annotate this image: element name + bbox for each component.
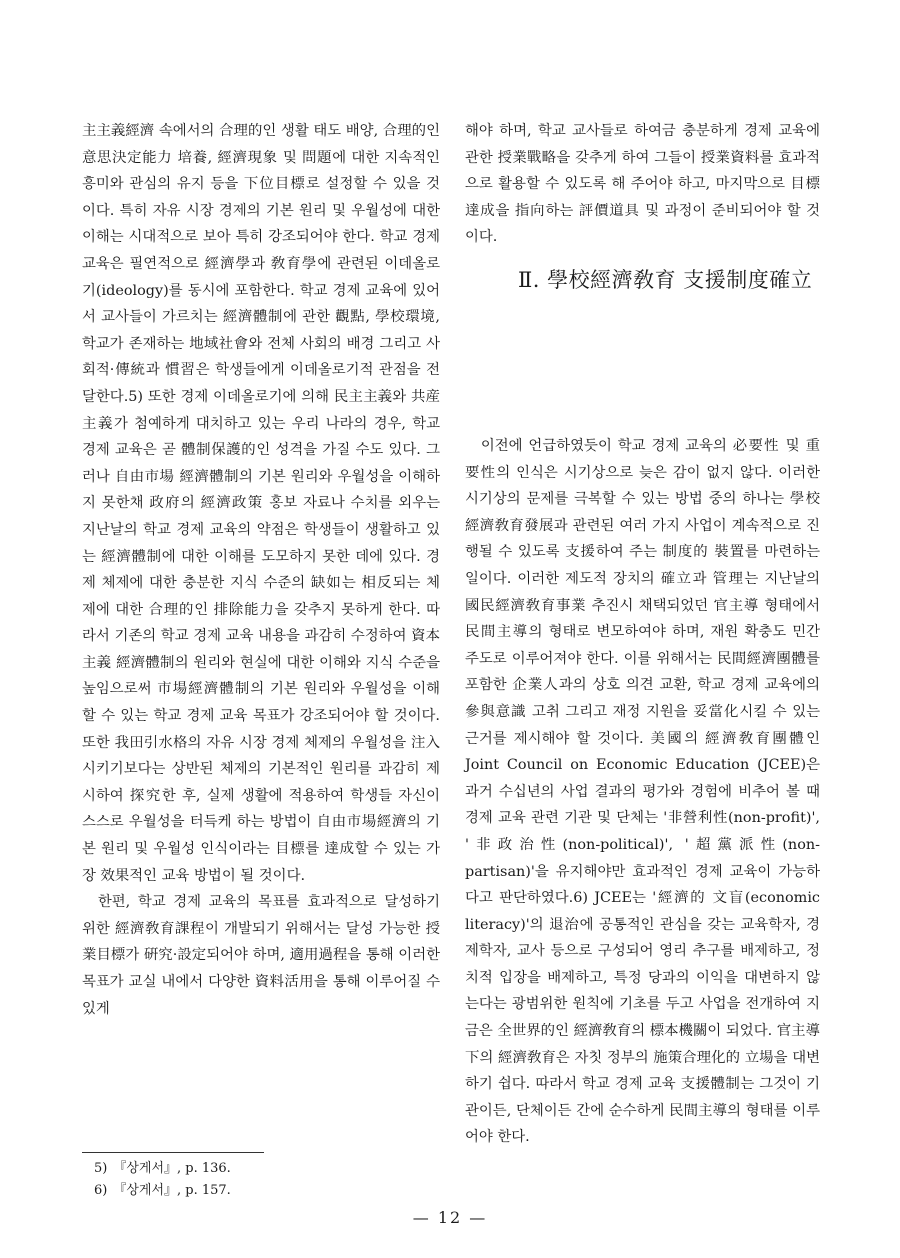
- footnote-mark: 5): [94, 1161, 108, 1176]
- footnote: [94, 1180, 231, 1202]
- footnote-mark: 6): [94, 1183, 108, 1198]
- page-number: — 12 —: [412, 1208, 488, 1227]
- footnote-text: 『상게서』, p. 136.: [113, 1161, 231, 1176]
- section-heading: Ⅱ. 學校經濟敎育 支援制度確立: [518, 268, 813, 292]
- body-paragraph: 主主義經濟 속에서의 合理的인 생활 태도 배양, 合理的인 意思決定能力 培養, 經濟現象 및 問題에 대한 지속적인 흥미와 관심의 유지 등을 下位目標로 설정할 수 있을 것이다. 특히 자유 시장 경제의 기본 원리 및 우월성에 대한 이해는 시대적으로 보아 특히 강조되어야 한다. 학교 경제 교육은 필연적으로 經濟學과 敎育學에 관련된 이데올로기(ideology)를 동시에 포함한다. 학교 경제 교육에 있어서 교사들이 가르치는 經濟體制에 관한 觀點, 學校環境, 학교가 존재하는 地域社會와 전체 사회의 배경 그리고 사회적·傳統과 慣習은 학생들에게 이데올로기적 관점을 전달한다.5) 또한 경제 이데올로기에 의해 民主主義와 共産主義가 첨예하게 대치하고 있는 우리 나라의 경우, 학교 경제 교육은 곧 體制保護的인 성격을 가질 수도 있다. 그러나 自由市場 經濟體制의 기본 원리와 우월성을 이해하지 못한채 政府의 經濟政策 홍보 자료나 수치를 외우는 지난날의 학교 경제 교육의 약점은 학생들이 생활하고 있는 經濟體制에 대한 이해를 도모하지 못한 데에 있다. 경제 체제에 대한 충분한 지식 수준의 缺如는 相反되는 체제에 대한 合理的인 排除能力을 갖추지 못하게 한다. 따라서 기존의 학교 경제 교육 내용을 과감히 수정하여 資本主義 經濟體制의 원리와 현실에 대한 이해와 지식 수준을 높임으로써 市場經濟體制의 기본 원리와 우월성을 이해할 수 있는 학교 경제 교육 목표가 강조되어야 할 것이다. 또한 我田引水格의 자유 시장 경제 체제의 우월성을 注入시키기보다는 상반된 체제의 기본적인 원리를 과감히 제시하여 探究한 후, 실제 생활에 적용하여 학생들 자신이 스스로 우월성을 터득케 하는 방법이 自由市場經濟의 기본 원리 및 우월성 인식이라는 目標를 達成할 수 있는 가장 效果적인 교육 방법이 될 것이다.: [82, 123, 440, 884]
- footnote-text: 『상게서』, p. 157.: [113, 1183, 231, 1198]
- body-paragraph: 한편, 학교 경제 교육의 목표를 효과적으로 달성하기 위한 經濟敎育課程이 개발되기 위해서는 달성 가능한 授業目標가 硏究·設定되어야 하며, 適用過程을 통해 이러한 목표가 교실 내에서 다양한 資料活用을 통해 이루어질 수 있게: [82, 894, 440, 1017]
- footnotes: [94, 1158, 231, 1202]
- footnote: [94, 1158, 231, 1180]
- footnote-divider: [82, 1152, 264, 1153]
- body-paragraph: 이전에 언급하였듯이 학교 경제 교육의 必要性 및 重要性의 인식은 시기상으로 늦은 감이 없지 않다. 이러한 시기상의 문제를 극복할 수 있는 방법 중의 하나는 學校經濟敎育發展과 관련된 여러 가지 사업이 계속적으로 진행될 수 있도록 支援하여 주는 制度的 裝置를 마련하는 일이다. 이러한 제도적 장치의 確立과 管理는 지난날의 國民經濟敎育事業 추진시 채택되었던 官主導 형태에서 民間主導의 형태로 변모하여야 하며, 재원 확충도 민간 주도로 이루어져야 한다. 이를 위해서는 民間經濟團體를 포함한 企業人과의 상호 의견 교환, 학교 경제 교육에의 參與意識 고취 그리고 재정 지원을 妥當化시킬 수 있는 근거를 제시해야 할 것이다. 美國의 經濟敎育團體인 Joint Council on Economic Education (JCEE)은 과거 수십년의 사업 결과의 평가와 경험에 비추어 볼 때 경제 교육 관련 기관 및 단체는 '非營利性(non-profit)', '非政治性(non-political)', '超黨派性(non-partisan)'을 유지해야만 효과적인 경제 교육이 가능하다고 판단하였다.6) JCEE는 '經濟的 文盲(economic literacy)'의 退治에 공통적인 관심을 갖는 교육학자, 경제학자, 교사 등으로 구성되어 영리 추구를 배제하고, 정치적 입장을 배제하고, 특정 당과의 이익을 대변하지 않는다는 광범위한 원칙에 기초를 두고 사업을 전개하여 지금은 全世界的인 經濟敎育의 標本機關이 되었다. 官主導下의 經濟敎育은 자칫 정부의 施策合理化的 立場을 대변하기 쉽다. 따라서 학교 경제 교육 支援體制는 그것이 기관이든, 단체이든 간에 순수하게 民間主導의 형태를 이루어야 한다.: [465, 438, 820, 1146]
- left-column: [82, 118, 440, 1022]
- section-body: [465, 433, 820, 1151]
- body-paragraph: 해야 하며, 학교 교사들로 하여금 충분하게 경제 교육에 관한 授業戰略을 갖추게 하여 그들이 授業資料를 효과적으로 활용할 수 있도록 해 주어야 하고, 마지막으로 目標達成을 指向하는 評價道具 및 과정이 준비되어야 할 것이다.: [465, 123, 820, 246]
